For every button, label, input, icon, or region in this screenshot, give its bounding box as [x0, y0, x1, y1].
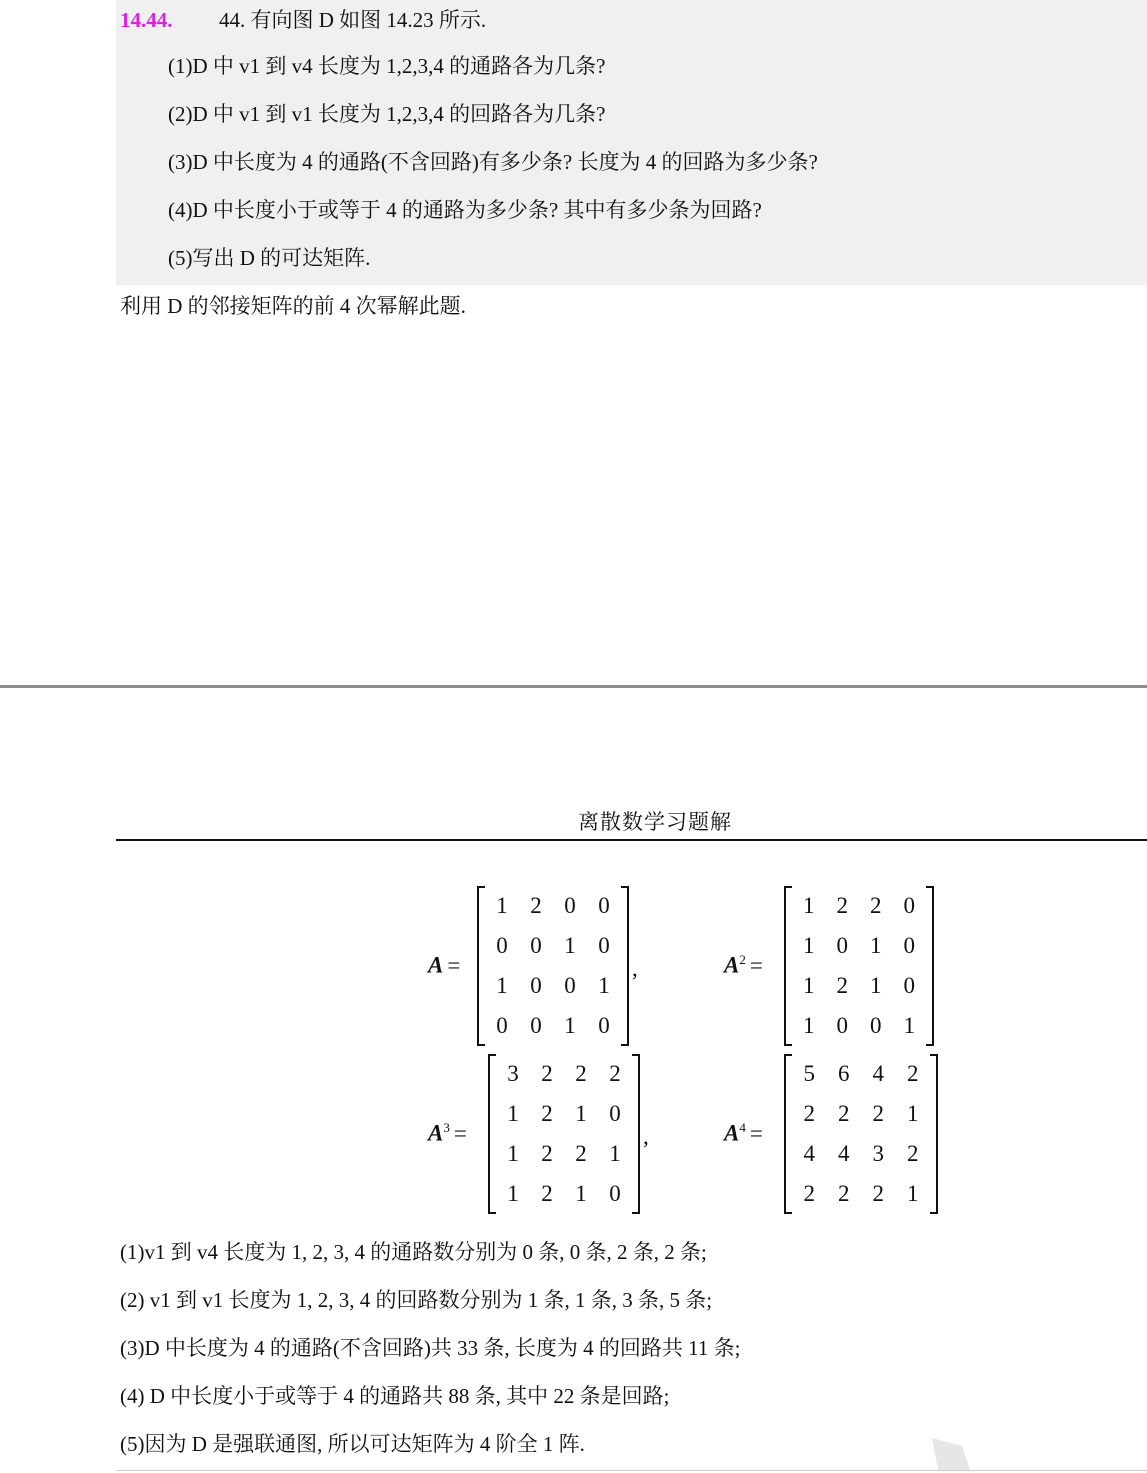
matrix-cell: 0 [609, 1101, 621, 1126]
running-head: 离散数学习题解 [578, 810, 732, 834]
question-item-5: (5)写出 D 的可达矩阵. [168, 246, 371, 270]
matrix-cell: 1 [575, 1101, 587, 1126]
matrix-cell: 2 [803, 1181, 815, 1206]
matrix-cell: 2 [872, 1181, 884, 1206]
page-corner-mark [932, 1438, 972, 1470]
question-header [120, 4, 486, 34]
question-title: 44. 有向图 D 如图 14.23 所示. [219, 8, 487, 32]
matrix-cell: 4 [803, 1141, 815, 1166]
matrix-cell: 0 [836, 1013, 848, 1038]
matrix-label-a3: $A^3$ = [428, 1120, 467, 1146]
header-rule [116, 839, 1147, 841]
matrix-cell: 1 [609, 1141, 621, 1166]
matrix-cell: 0 [564, 893, 576, 918]
matrix-cell: 0 [598, 893, 610, 918]
matrix-cell: 2 [575, 1141, 587, 1166]
question-item-3: (3)D 中长度为 4 的通路(不含回路)有多少条? 长度为 4 的回路为多少条? [168, 150, 818, 174]
answer-3: (3)D 中长度为 4 的通路(不含回路)共 33 条, 长度为 4 的回路共 11 条; [120, 1336, 741, 1360]
matrix-cell: 2 [530, 893, 542, 918]
matrix-cell: 0 [870, 1013, 882, 1038]
matrix-cell: 2 [541, 1101, 553, 1126]
matrix-cell: 1 [496, 893, 508, 918]
matrix-cell: 2 [609, 1061, 621, 1086]
matrix-cell: 1 [870, 973, 882, 998]
question-item-1: (1)D 中 v1 到 v4 长度为 1,2,3,4 的通路各为几条? [168, 54, 606, 78]
matrix-cell: 1 [907, 1101, 919, 1126]
matrix-cell: 1 [803, 973, 815, 998]
answer-2: (2) v1 到 v1 长度为 1, 2, 3, 4 的回路数分别为 1 条, 1 条, 3 条, 5 条; [120, 1288, 713, 1312]
matrix-cell: 0 [564, 973, 576, 998]
matrix-cell: 1 [598, 973, 610, 998]
matrix-cell: 3 [507, 1061, 519, 1086]
answer-1: (1)v1 到 v4 长度为 1, 2, 3, 4 的通路数分别为 0 条, 0 条, 2 条, 2 条; [120, 1240, 707, 1264]
matrix-cell: 2 [870, 893, 882, 918]
matrix-cell: 1 [903, 1013, 915, 1038]
matrix-cell: 4 [838, 1141, 850, 1166]
matrix-cell: 2 [838, 1101, 850, 1126]
matrix-cell: 1 [507, 1101, 519, 1126]
matrix-label-a2: $A^2$ = [724, 952, 763, 978]
matrix-label-a4: $A^4$ = [724, 1120, 763, 1146]
matrix-cell: 1 [564, 933, 576, 958]
footer-rule [116, 1470, 1147, 1471]
matrix-cell: 2 [541, 1061, 553, 1086]
matrix-cell: 2 [907, 1061, 919, 1086]
matrix-cell: 1 [870, 933, 882, 958]
matrix-cell: 2 [836, 893, 848, 918]
question-item-2: (2)D 中 v1 到 v1 长度为 1,2,3,4 的回路各为几条? [168, 102, 606, 126]
matrix-cell: 1 [507, 1181, 519, 1206]
matrix-separator: , [643, 1124, 649, 1149]
matrix-separator: , [632, 956, 638, 981]
matrix-cell: 0 [598, 933, 610, 958]
matrix-a3 [488, 1054, 640, 1214]
matrix-cell: 0 [903, 893, 915, 918]
matrix-cell: 2 [541, 1141, 553, 1166]
answer-5: (5)因为 D 是强联通图, 所以可达矩阵为 4 阶全 1 阵. [120, 1432, 585, 1456]
question-item-4: (4)D 中长度小于或等于 4 的通路为多少条? 其中有多少条为回路? [168, 198, 762, 222]
matrix-cell: 1 [803, 933, 815, 958]
matrix-cell: 0 [496, 933, 508, 958]
matrix-cell: 0 [609, 1181, 621, 1206]
matrix-a1 [477, 886, 629, 1046]
matrix-cell: 6 [838, 1061, 850, 1086]
matrix-cell: 1 [575, 1181, 587, 1206]
matrix-cell: 0 [903, 973, 915, 998]
matrix-cell: 4 [872, 1061, 884, 1086]
question-number: 14.44. [120, 8, 173, 32]
matrix-cell: 1 [507, 1141, 519, 1166]
page-divider [0, 685, 1147, 688]
answer-4: (4) D 中长度小于或等于 4 的通路共 88 条, 其中 22 条是回路; [120, 1384, 670, 1408]
matrix-a2 [784, 886, 934, 1046]
matrix-cell: 2 [803, 1101, 815, 1126]
matrix-cell: 2 [575, 1061, 587, 1086]
matrix-cell: 2 [907, 1141, 919, 1166]
matrix-label-a1: A = [428, 952, 461, 978]
matrix-cell: 2 [836, 973, 848, 998]
matrix-cell: 1 [803, 893, 815, 918]
solution-intro: 利用 D 的邻接矩阵的前 4 次幂解此题. [120, 294, 466, 318]
matrix-cell: 5 [803, 1061, 815, 1086]
matrix-cell: 1 [907, 1181, 919, 1206]
matrix-cell: 0 [496, 1013, 508, 1038]
matrix-cell: 0 [836, 933, 848, 958]
matrix-cell: 0 [530, 933, 542, 958]
matrix-cell: 2 [541, 1181, 553, 1206]
matrix-cell: 1 [803, 1013, 815, 1038]
matrix-a4 [784, 1054, 938, 1214]
matrix-cell: 2 [838, 1181, 850, 1206]
matrix-cell: 0 [530, 1013, 542, 1038]
matrix-cell: 2 [872, 1101, 884, 1126]
matrix-cell: 1 [496, 973, 508, 998]
matrix-cell: 0 [903, 933, 915, 958]
matrix-cell: 0 [530, 973, 542, 998]
matrix-cell: 1 [564, 1013, 576, 1038]
matrix-cell: 0 [598, 1013, 610, 1038]
matrix-cell: 3 [872, 1141, 884, 1166]
